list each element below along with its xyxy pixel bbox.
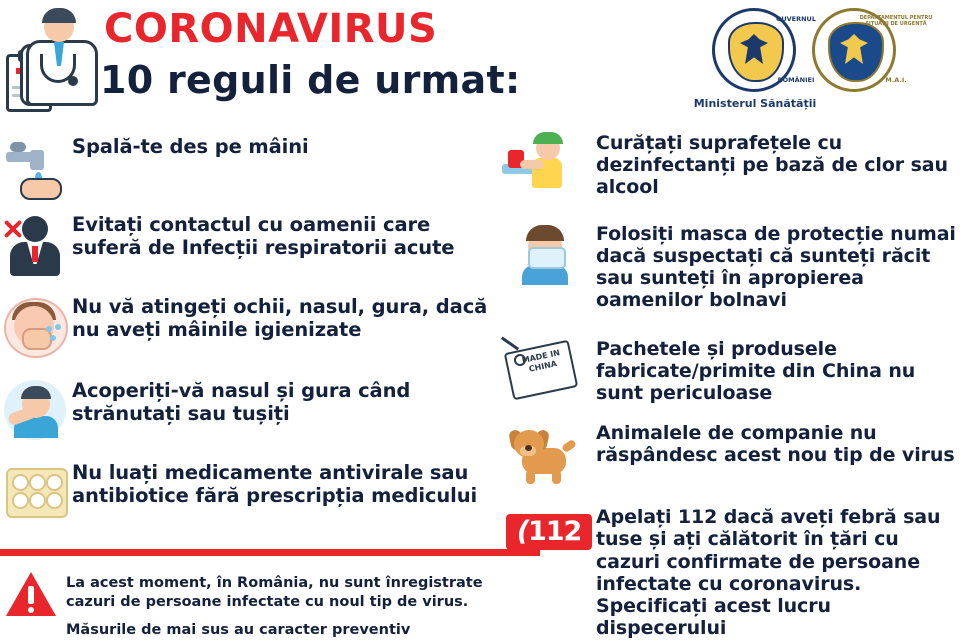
rule-item (0, 378, 500, 444)
rule-text: Pachetele și produsele fabricate/primite din China nu sunt periculoase (596, 337, 916, 404)
crest-top-text: GUVERNUL (776, 15, 816, 23)
rule-text: Curățați suprafețele cu dezinfectanți pe bază de clor sau alcool (596, 132, 948, 199)
rule-item (0, 212, 500, 278)
tag-label: MADE IN CHINA (520, 347, 561, 374)
emergency-112-icon (500, 504, 596, 570)
emergency-number-badge: (112 (506, 514, 592, 550)
footer-note (66, 574, 516, 640)
face-mask-icon (500, 221, 596, 287)
emergency-number-text: 112 (527, 516, 582, 548)
rules-column-left (0, 128, 500, 508)
made-in-china-tag-icon (500, 336, 596, 402)
pet-dog-icon (500, 420, 596, 486)
rule-text: Evitați contactul cu oamenii care suferă de Infecții respiratorii acute (72, 213, 455, 259)
dont-touch-face-icon (0, 294, 72, 360)
doctor-illustration-icon (6, 8, 102, 116)
avoid-contact-icon (0, 212, 72, 278)
pills-icon (0, 460, 72, 526)
rules-column-right (500, 128, 960, 640)
rule-item (0, 294, 500, 360)
crest-text (812, 8, 933, 92)
rule-item (500, 336, 960, 405)
footer-divider (0, 549, 540, 556)
rule-item (0, 460, 500, 526)
rule-text: Nu vă atingeți ochii, nasul, gura, dacă nu aveți mâinile igienizate (72, 295, 488, 341)
faucet-handwash-icon (0, 134, 72, 200)
stethoscope-bell-icon (68, 76, 78, 86)
crest-top-text: DEPARTAMENTUL PENTRU SITUAȚII DE URGENȚĂ (859, 15, 933, 27)
crest-bottom-text: M.A.I. (885, 76, 907, 84)
emergency-department-crest-icon (812, 8, 933, 92)
page-title: CORONAVIRUS (104, 6, 438, 52)
footer-line-1: La acest moment, în România, nu sunt înregistrate cazuri de persoane infectate cu noul tip de virus. (66, 575, 483, 611)
rule-text: Animalele de companie nu răspândesc acest nou tip de virus (596, 422, 955, 467)
cover-cough-icon (0, 378, 72, 444)
crest-text (712, 8, 816, 92)
ministry-label: Ministerul Sănătății (693, 97, 817, 110)
warning-triangle-icon (6, 572, 56, 620)
rule-item (500, 504, 960, 639)
rule-text: Acoperiți-vă nasul și gura când strănutați sau tușiți (72, 379, 411, 425)
rule-text: Apelați 112 dacă aveți febră sau tuse și ați călătorit în țări cu cazuri confirmate de persoane infectate cu coronavirus. Specificați acest lucru dispecerului (596, 506, 941, 640)
doctor-hair (42, 8, 76, 23)
rule-text: Nu luați medicamente antivirale sau antibiotice fără prescripția medicului (72, 461, 478, 507)
rule-text: Spală-te des pe mâini (72, 135, 309, 158)
page-subtitle: 10 reguli de urmat: (100, 58, 521, 102)
rule-item (500, 221, 960, 312)
poster-header (0, 0, 960, 122)
rule-item (0, 134, 500, 200)
rule-item (500, 420, 960, 486)
rule-item (500, 130, 960, 199)
disinfect-surfaces-icon (500, 130, 596, 196)
rule-text: Folosiți masca de protecție numai dacă suspectați că sunteți răcit sau sunteți în apropierea oamenilor bolnavi (596, 222, 956, 312)
crest-bottom-text: ROMÂNIEI (777, 76, 815, 84)
government-crest-icon (712, 8, 816, 92)
footer-line-2: Măsurile de mai sus au caracter preventiv (66, 622, 411, 639)
